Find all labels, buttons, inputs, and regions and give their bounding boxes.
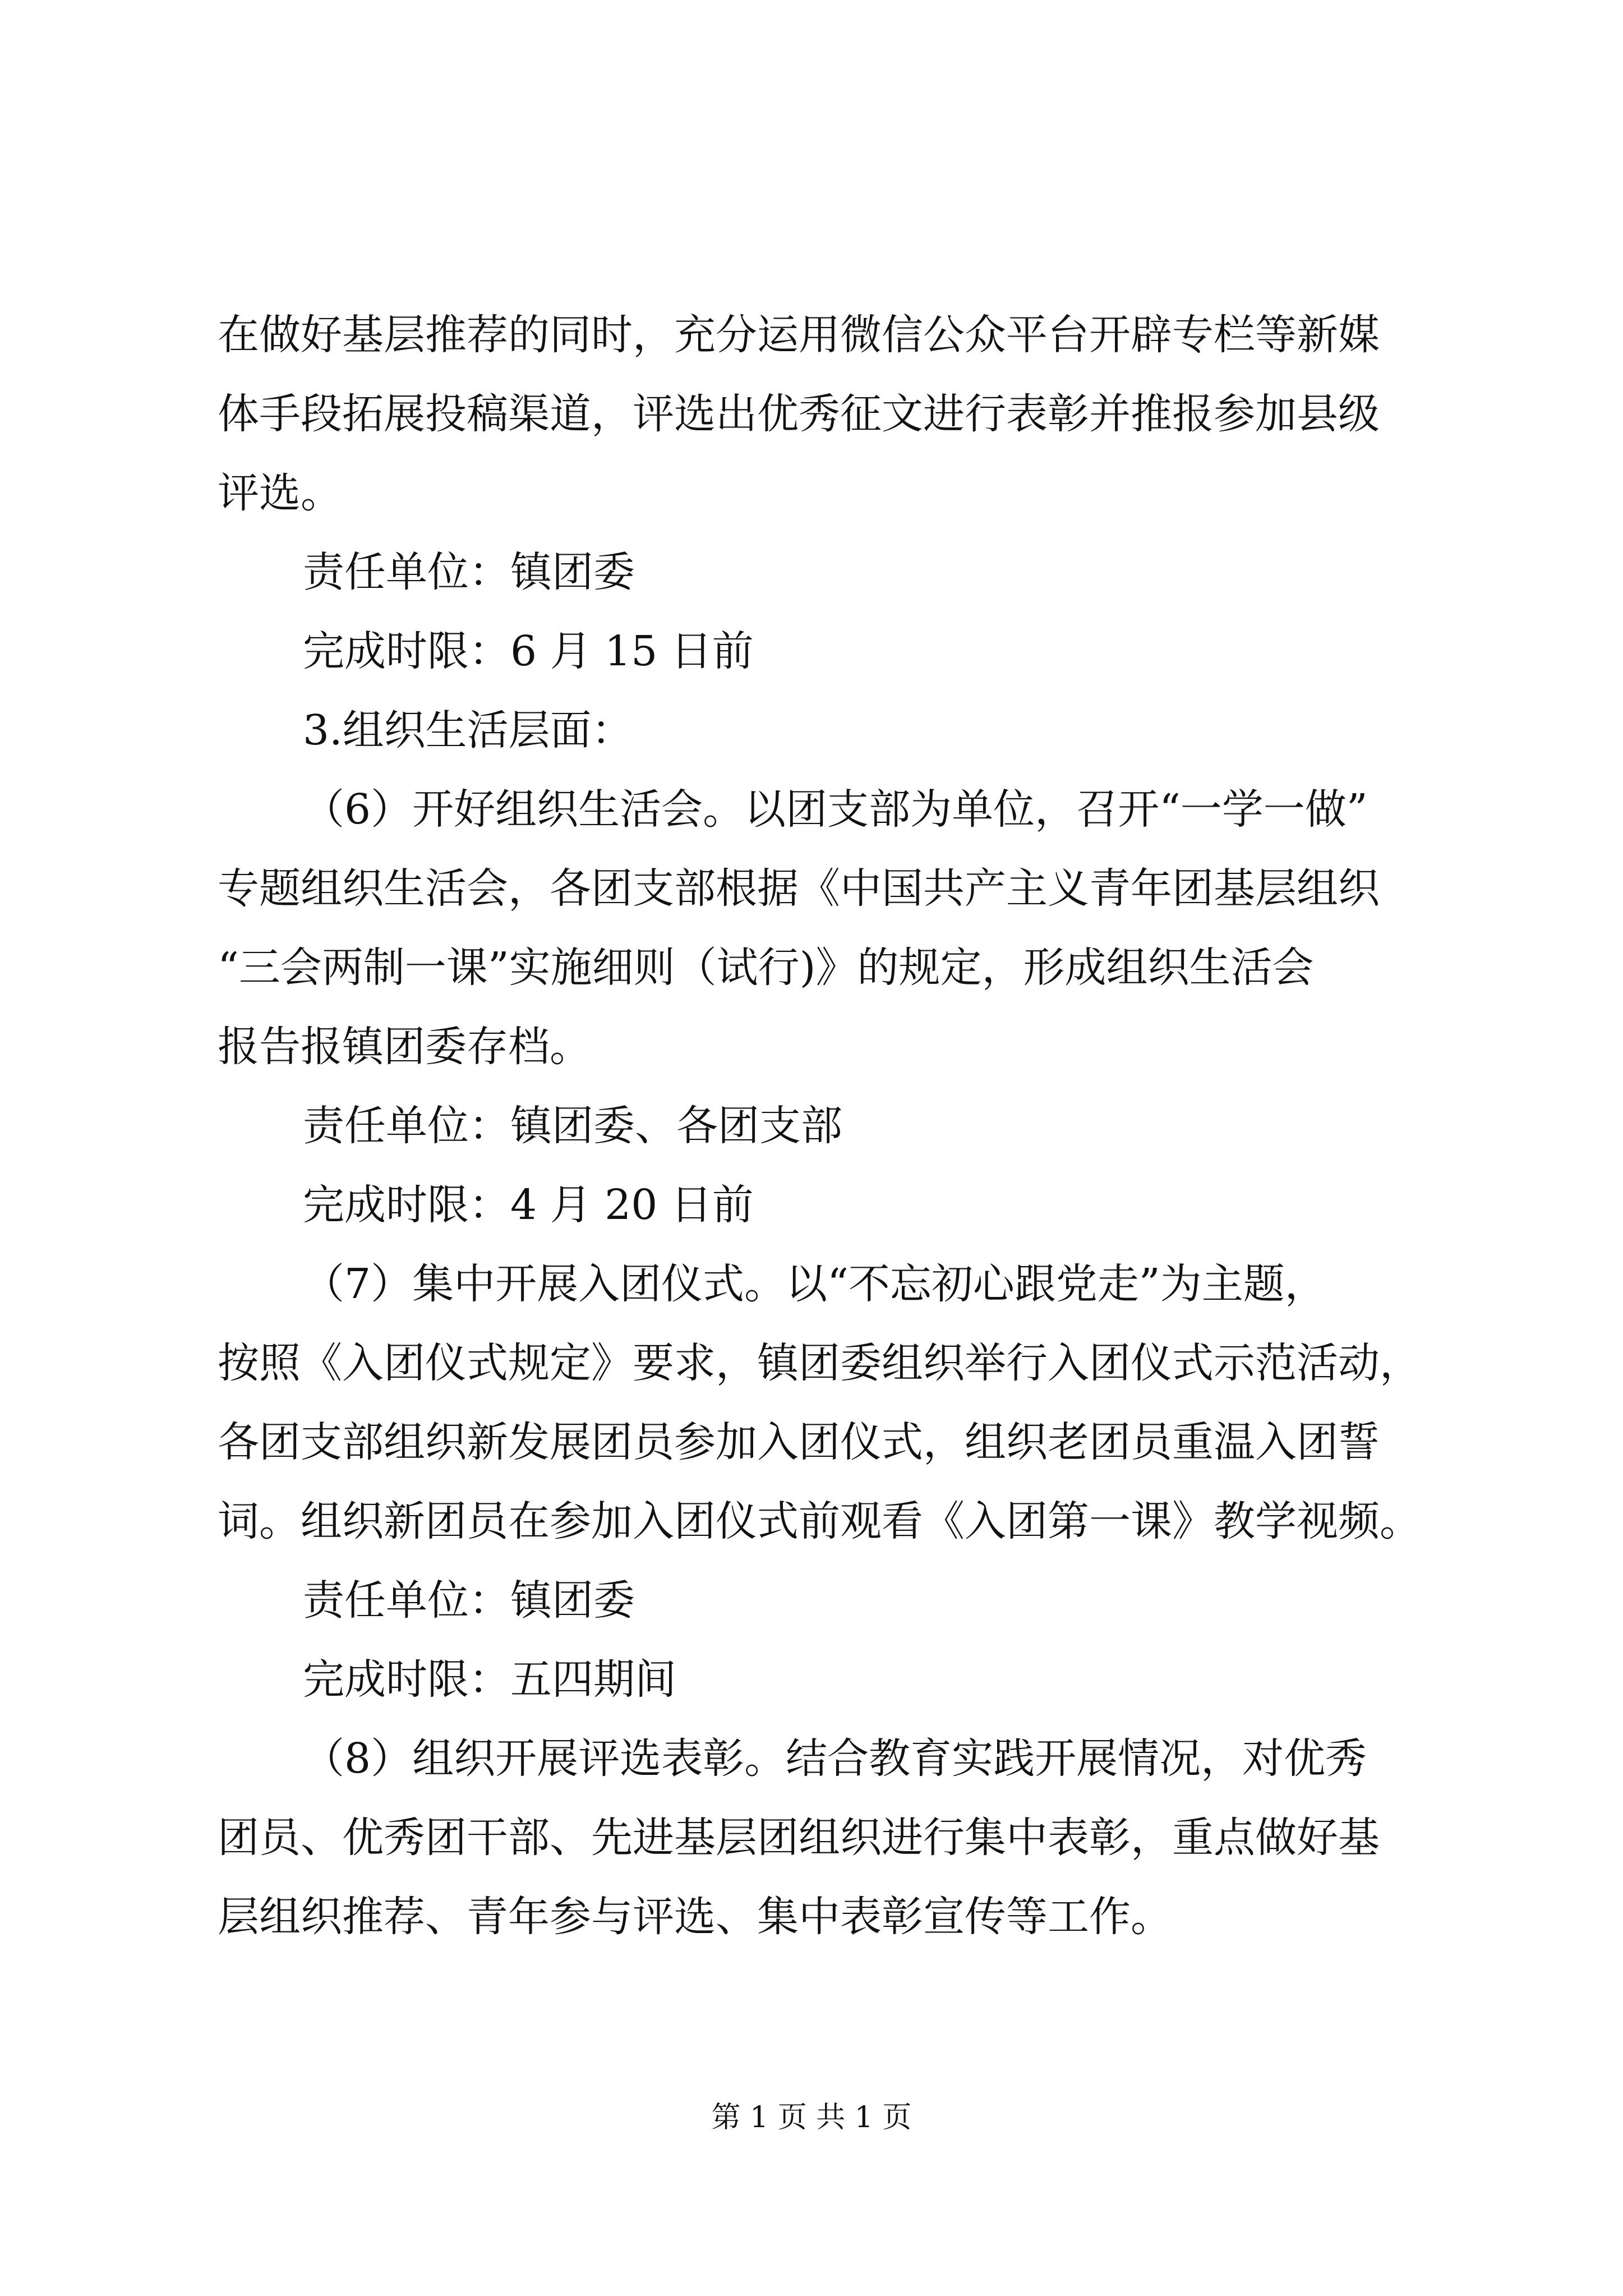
paragraph-line: 按照《入团仪式规定》要求，镇团委组织举行入团仪式示范活动， bbox=[218, 1339, 1421, 1387]
paragraph-line: 各团支部组织新发展团员参加入团仪式，组织老团员重温入团誓 bbox=[218, 1418, 1380, 1466]
responsible-unit-line: 责任单位：镇团委 bbox=[303, 548, 635, 596]
page-footer: 第 1 页 共 1 页 bbox=[711, 2101, 912, 2134]
paragraph-line: （6）开好组织生活会。以团支部为单位，召开“一学一做” bbox=[303, 785, 1368, 834]
paragraph-line: 评选。 bbox=[218, 469, 342, 517]
paragraph-line: 在做好基层推荐的同时，充分运用微信公众平台开辟专栏等新媒 bbox=[218, 311, 1380, 359]
paragraph-line: 团员、优秀团干部、先进基层团组织进行集中表彰，重点做好基 bbox=[218, 1814, 1380, 1862]
paragraph-line: （8）组织开展评选表彰。结合教育实践开展情况，对优秀 bbox=[303, 1734, 1367, 1783]
paragraph-line: 报告报镇团委存档。 bbox=[218, 1023, 591, 1071]
paragraph-line: 专题组织生活会，各团支部根据《中国共产主义青年团基层组织 bbox=[218, 864, 1380, 913]
paragraph-line: （7）集中开展入团仪式。以“不忘初心跟党走”为主题， bbox=[303, 1260, 1326, 1308]
paragraph-line: 层组织推荐、青年参与评选、集中表彰宣传等工作。 bbox=[218, 1893, 1172, 1941]
paragraph-line: 体手段拓展投稿渠道，评选出优秀征文进行表彰并推报参加县级 bbox=[218, 390, 1380, 438]
paragraph-line: 词。组织新团员在参加入团仪式前观看《入团第一课》教学视频。 bbox=[218, 1497, 1421, 1545]
section-heading: 3.组织生活层面： bbox=[303, 706, 633, 754]
deadline-line: 完成时限：五四期间 bbox=[303, 1655, 676, 1704]
paragraph-line: “三会两制一课”实施细则（试行)》的规定，形成组织生活会 bbox=[218, 944, 1314, 992]
responsible-unit-line: 责任单位：镇团委、各团支部 bbox=[303, 1102, 842, 1150]
responsible-unit-line: 责任单位：镇团委 bbox=[303, 1576, 635, 1625]
deadline-line: 完成时限：4 月 20 日前 bbox=[303, 1181, 754, 1229]
deadline-line: 完成时限：6 月 15 日前 bbox=[303, 627, 754, 675]
